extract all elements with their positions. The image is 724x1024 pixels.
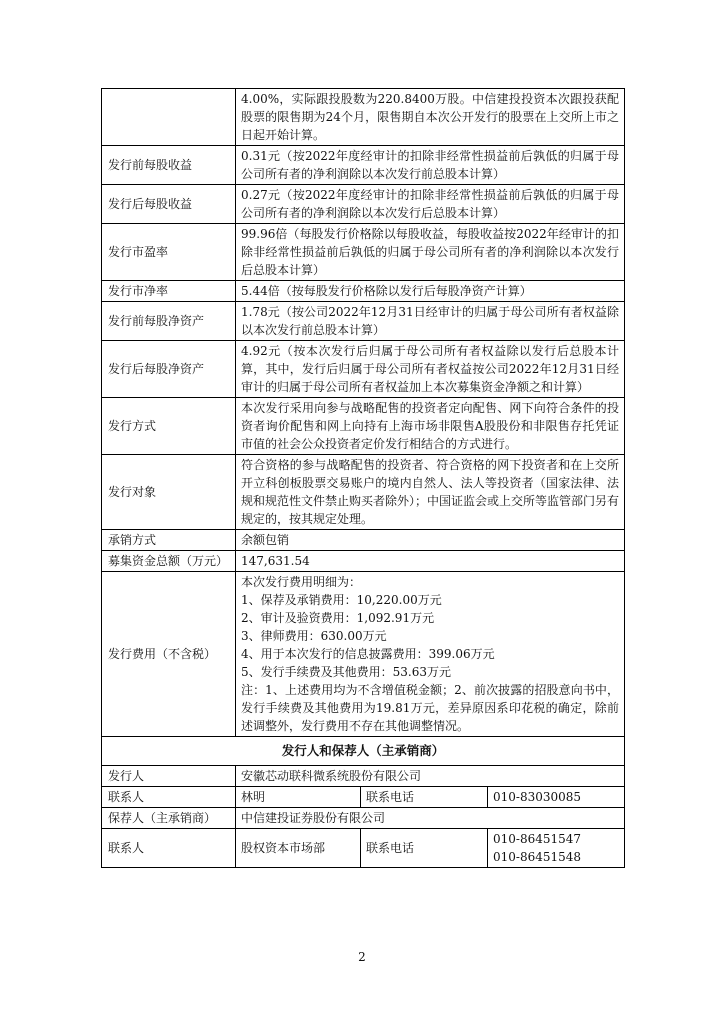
issue-target-value: 符合资格的参与战略配售的投资者、符合资格的网下投资者和在上交所开立科创板股票交易账户的境内自然人、法人等投资者（国家法律、法规和规范性文件禁止购买者除外）；中国证监会或上交所等监管部门另有规定的，按其规定处理。 bbox=[236, 455, 625, 530]
table-row bbox=[102, 398, 625, 455]
table-row bbox=[102, 530, 625, 551]
sponsor-contact-name: 股权资本市场部 bbox=[236, 829, 361, 868]
row-label-blank bbox=[102, 89, 236, 146]
table-row bbox=[102, 787, 625, 808]
nav-after-value: 4.92元（按本次发行后归属于母公司所有者权益除以发行后总股本计算，其中，发行后归属于母公司所有者权益按公司2022年12月31日经审计的归属于母公司所有者权益加上本次募集资金净额之和计算） bbox=[236, 341, 625, 398]
fees-item: 3、律师费用：630.00万元 bbox=[241, 629, 387, 643]
sponsor-phones bbox=[488, 829, 625, 868]
strategic-placement-continuation: 4.00%，实际跟投股数为220.8400万股。中信建投投资本次跟投获配股票的限售期为24个月，限售期自本次公开发行的股票在上交所上市之日起开始计算。 bbox=[236, 89, 625, 146]
row-label-issue-target: 发行对象 bbox=[102, 455, 236, 530]
row-label-pe-ratio: 发行市盈率 bbox=[102, 224, 236, 281]
nav-before-value: 1.78元（按公司2022年12月31日经审计的归属于母公司所有者权益除以本次发行前总股本计算） bbox=[236, 302, 625, 341]
table-row bbox=[102, 737, 625, 766]
row-label-eps-after: 发行后每股收益 bbox=[102, 185, 236, 224]
offering-details-table bbox=[101, 88, 625, 868]
row-label-eps-before: 发行前每股收益 bbox=[102, 146, 236, 185]
table-row bbox=[102, 808, 625, 829]
table-row bbox=[102, 455, 625, 530]
eps-before-value: 0.31元（按2022年度经审计的扣除非经常性损益前后孰低的归属于母公司所有者的净利润除以本次发行前总股本计算） bbox=[236, 146, 625, 185]
row-label-issue-fees: 发行费用（不含税） bbox=[102, 572, 236, 737]
table-row bbox=[102, 572, 625, 737]
sponsor-phone-label: 联系电话 bbox=[361, 829, 488, 868]
table-row bbox=[102, 281, 625, 302]
page-number: 2 bbox=[358, 950, 366, 964]
table-row bbox=[102, 146, 625, 185]
pb-ratio-value: 5.44倍（按每股发行价格除以发行后每股净资产计算） bbox=[236, 281, 625, 302]
fees-item: 5、发行手续费及其他费用：53.63万元 bbox=[241, 665, 451, 679]
fees-item: 1、保荐及承销费用：10,220.00万元 bbox=[241, 593, 442, 607]
pe-ratio-value: 99.96倍（每股发行价格除以每股收益，每股收益按2022年经审计的扣除非经常性损益前后孰低的归属于母公司所有者的净利润除以本次发行后总股本计算） bbox=[236, 224, 625, 281]
total-raised-value: 147,631.54 bbox=[236, 551, 625, 572]
row-label-issue-method: 发行方式 bbox=[102, 398, 236, 455]
row-label-issuer-contact: 联系人 bbox=[102, 787, 236, 808]
table-row bbox=[102, 829, 625, 868]
issuer-phone-label: 联系电话 bbox=[361, 787, 488, 808]
row-label-sponsor-contact: 联系人 bbox=[102, 829, 236, 868]
table-row bbox=[102, 224, 625, 281]
issuer-name: 安徽芯动联科微系统股份有限公司 bbox=[236, 766, 625, 787]
issuer-phone: 010-83030085 bbox=[488, 787, 625, 808]
row-label-sponsor: 保荐人（主承销商） bbox=[102, 808, 236, 829]
table-row bbox=[102, 551, 625, 572]
underwriting-value: 余额包销 bbox=[236, 530, 625, 551]
sponsor-phone: 010-86451547 bbox=[493, 832, 582, 846]
table-row bbox=[102, 766, 625, 787]
row-label-total-raised: 募集资金总额（万元） bbox=[102, 551, 236, 572]
fees-note: 注：1、上述费用均为不含增值税金额；2、前次披露的招股意向书中，发行手续费及其他费用为19.81万元，差异原因系印花税的确定，除前述调整外，发行费用不存在其他调整情况。 bbox=[241, 683, 620, 733]
issuer-contact-name: 林明 bbox=[236, 787, 361, 808]
table-row bbox=[102, 185, 625, 224]
row-label-pb-ratio: 发行市净率 bbox=[102, 281, 236, 302]
table-row bbox=[102, 89, 625, 146]
sponsor-phone: 010-86451548 bbox=[493, 850, 582, 864]
issue-fees-detail bbox=[236, 572, 625, 737]
row-label-underwriting: 承销方式 bbox=[102, 530, 236, 551]
table-row bbox=[102, 302, 625, 341]
issue-method-value: 本次发行采用向参与战略配售的投资者定向配售、网下向符合条件的投资者询价配售和网上向持有上海市场非限售A股股份和非限售存托凭证市值的社会公众投资者定价发行相结合的方式进行。 bbox=[236, 398, 625, 455]
row-label-nav-after: 发行后每股净资产 bbox=[102, 341, 236, 398]
eps-after-value: 0.27元（按2022年度经审计的扣除非经常性损益前后孰低的归属于母公司所有者的净利润除以本次发行后总股本计算） bbox=[236, 185, 625, 224]
row-label-issuer: 发行人 bbox=[102, 766, 236, 787]
table-row bbox=[102, 341, 625, 398]
fees-intro: 本次发行费用明细为： bbox=[241, 575, 362, 589]
row-label-nav-before: 发行前每股净资产 bbox=[102, 302, 236, 341]
fees-item: 2、审计及验资费用：1,092.91万元 bbox=[241, 611, 435, 625]
sponsor-name: 中信建投证券股份有限公司 bbox=[236, 808, 625, 829]
fees-item: 4、用于本次发行的信息披露费用：399.06万元 bbox=[241, 647, 495, 661]
section-title: 发行人和保荐人（主承销商） bbox=[102, 737, 625, 766]
